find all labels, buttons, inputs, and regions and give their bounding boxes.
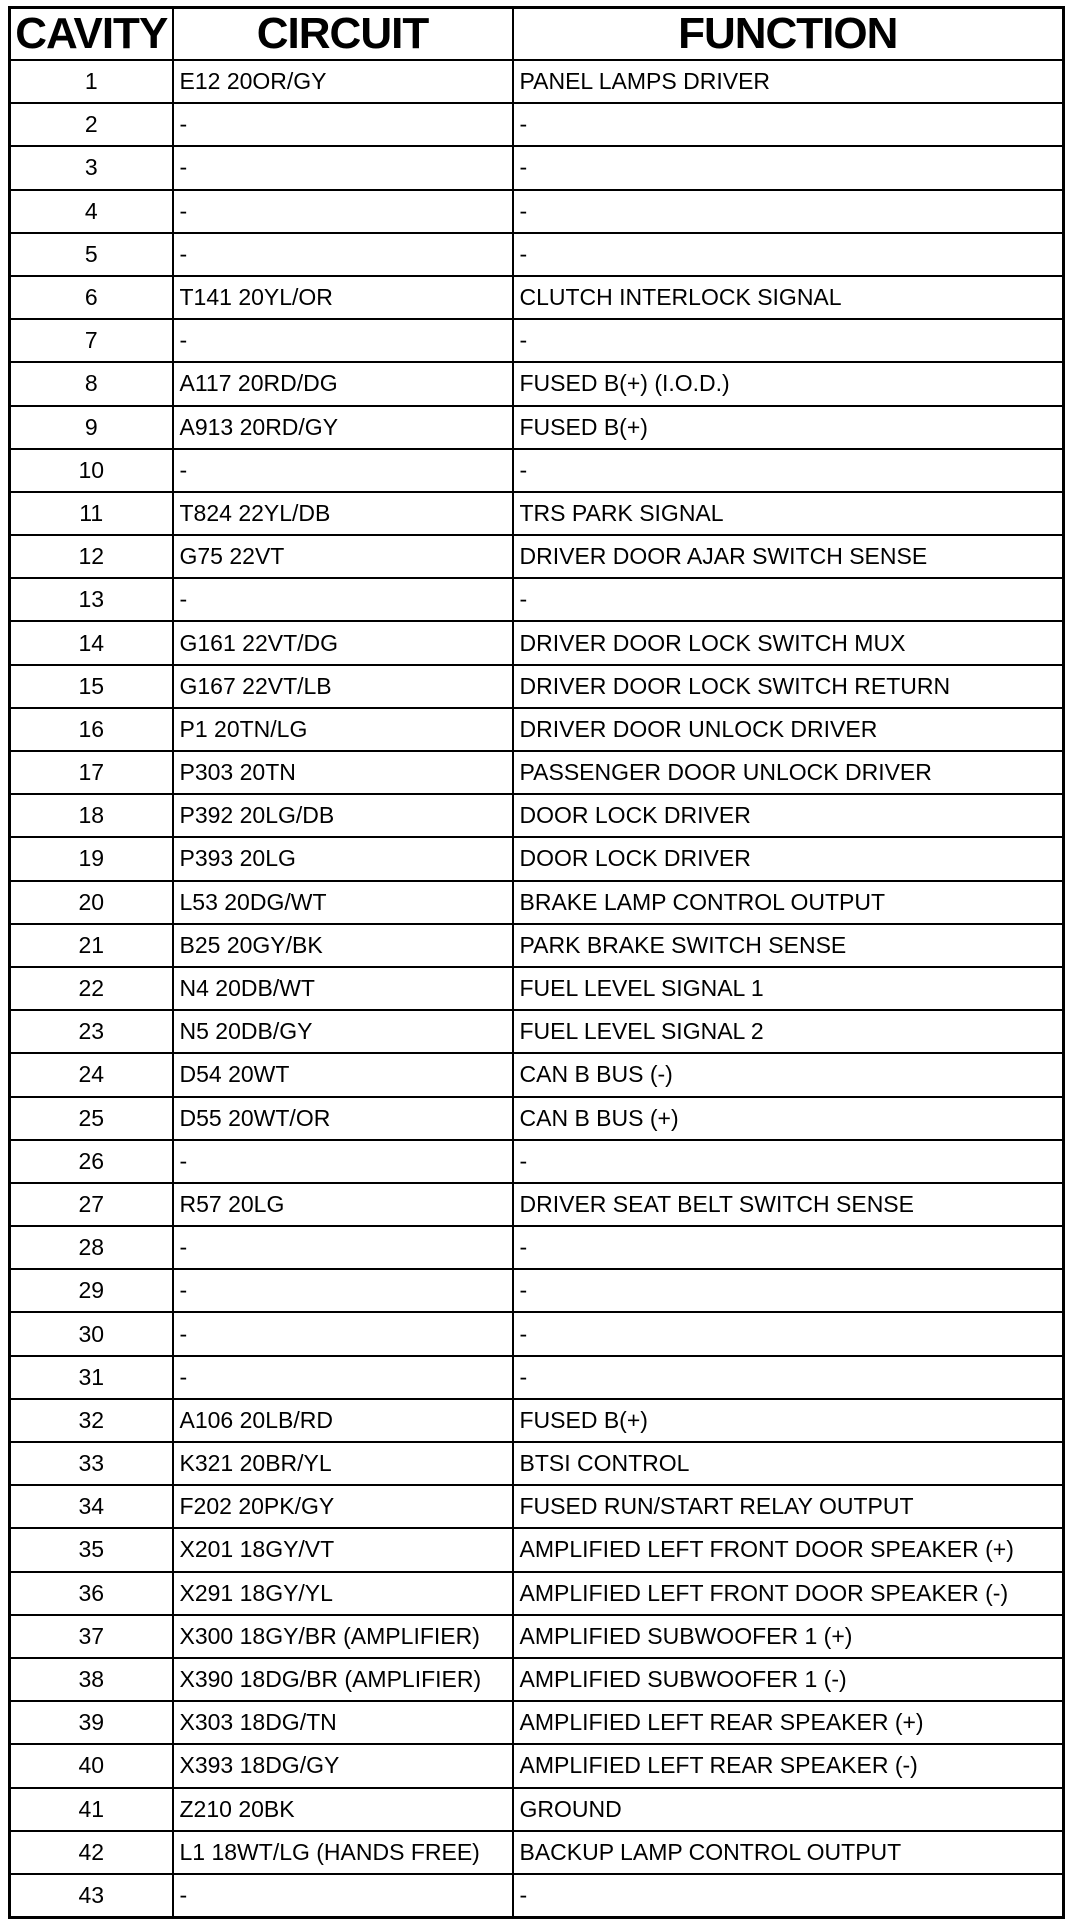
circuit-cell: G167 22VT/LB xyxy=(173,665,513,708)
table-row xyxy=(10,621,1064,664)
table-row xyxy=(10,1183,1064,1226)
cavity-cell: 7 xyxy=(10,319,173,362)
table-row xyxy=(10,1053,1064,1096)
circuit-cell: - xyxy=(173,319,513,362)
function-cell: DRIVER DOOR AJAR SWITCH SENSE xyxy=(513,535,1064,578)
function-cell: - xyxy=(513,190,1064,233)
table-row xyxy=(10,1226,1064,1269)
function-cell: FUSED B(+) xyxy=(513,406,1064,449)
cavity-cell: 32 xyxy=(10,1399,173,1442)
function-cell: - xyxy=(513,1356,1064,1399)
function-cell: PASSENGER DOOR UNLOCK DRIVER xyxy=(513,751,1064,794)
function-cell: AMPLIFIED LEFT REAR SPEAKER (+) xyxy=(513,1701,1064,1744)
circuit-cell: N4 20DB/WT xyxy=(173,967,513,1010)
table-row xyxy=(10,535,1064,578)
circuit-cell: - xyxy=(173,1226,513,1269)
cavity-cell: 15 xyxy=(10,665,173,708)
cavity-cell: 30 xyxy=(10,1312,173,1355)
table-row xyxy=(10,1312,1064,1355)
function-cell: - xyxy=(513,319,1064,362)
circuit-cell: X390 18DG/BR (AMPLIFIER) xyxy=(173,1658,513,1701)
cavity-cell: 18 xyxy=(10,794,173,837)
table-row xyxy=(10,1485,1064,1528)
function-cell: DRIVER DOOR LOCK SWITCH RETURN xyxy=(513,665,1064,708)
function-cell: - xyxy=(513,103,1064,146)
circuit-cell: - xyxy=(173,103,513,146)
function-cell: AMPLIFIED SUBWOOFER 1 (+) xyxy=(513,1615,1064,1658)
cavity-cell: 36 xyxy=(10,1572,173,1615)
circuit-cell: - xyxy=(173,190,513,233)
cavity-cell: 3 xyxy=(10,146,173,189)
header-row xyxy=(10,8,1064,61)
cavity-cell: 41 xyxy=(10,1788,173,1831)
function-cell: BTSI CONTROL xyxy=(513,1442,1064,1485)
cavity-cell: 1 xyxy=(10,60,173,103)
table-row xyxy=(10,1356,1064,1399)
cavity-cell: 17 xyxy=(10,751,173,794)
function-cell: DOOR LOCK DRIVER xyxy=(513,837,1064,880)
function-cell: - xyxy=(513,233,1064,276)
circuit-cell: - xyxy=(173,1269,513,1312)
function-cell: BRAKE LAMP CONTROL OUTPUT xyxy=(513,881,1064,924)
function-cell: DRIVER SEAT BELT SWITCH SENSE xyxy=(513,1183,1064,1226)
cavity-cell: 28 xyxy=(10,1226,173,1269)
circuit-cell: D55 20WT/OR xyxy=(173,1097,513,1140)
circuit-column-header: CIRCUIT xyxy=(173,8,513,61)
table-row xyxy=(10,751,1064,794)
function-cell: - xyxy=(513,1874,1064,1918)
cavity-cell: 29 xyxy=(10,1269,173,1312)
table-row xyxy=(10,492,1064,535)
circuit-cell: A913 20RD/GY xyxy=(173,406,513,449)
table-row xyxy=(10,319,1064,362)
table-row xyxy=(10,146,1064,189)
table-row xyxy=(10,190,1064,233)
function-cell: DOOR LOCK DRIVER xyxy=(513,794,1064,837)
function-cell: FUEL LEVEL SIGNAL 1 xyxy=(513,967,1064,1010)
table-row xyxy=(10,60,1064,103)
function-cell: - xyxy=(513,1269,1064,1312)
function-cell: TRS PARK SIGNAL xyxy=(513,492,1064,535)
function-cell: FUSED B(+) xyxy=(513,1399,1064,1442)
function-cell: BACKUP LAMP CONTROL OUTPUT xyxy=(513,1831,1064,1874)
function-cell: CLUTCH INTERLOCK SIGNAL xyxy=(513,276,1064,319)
table-row xyxy=(10,881,1064,924)
circuit-cell: - xyxy=(173,1874,513,1918)
cavity-cell: 38 xyxy=(10,1658,173,1701)
circuit-cell: - xyxy=(173,1356,513,1399)
table-row xyxy=(10,1874,1064,1918)
function-cell: AMPLIFIED LEFT FRONT DOOR SPEAKER (+) xyxy=(513,1528,1064,1571)
cavity-cell: 31 xyxy=(10,1356,173,1399)
cavity-cell: 42 xyxy=(10,1831,173,1874)
cavity-cell: 4 xyxy=(10,190,173,233)
circuit-cell: - xyxy=(173,578,513,621)
cavity-cell: 2 xyxy=(10,103,173,146)
circuit-cell: A106 20LB/RD xyxy=(173,1399,513,1442)
cavity-cell: 40 xyxy=(10,1744,173,1787)
cavity-cell: 24 xyxy=(10,1053,173,1096)
table-row xyxy=(10,1831,1064,1874)
table-row xyxy=(10,1269,1064,1312)
table-row xyxy=(10,1744,1064,1787)
table-row xyxy=(10,1097,1064,1140)
cavity-cell: 8 xyxy=(10,362,173,405)
table-row xyxy=(10,1788,1064,1831)
function-cell: - xyxy=(513,146,1064,189)
circuit-cell: - xyxy=(173,449,513,492)
cavity-cell: 33 xyxy=(10,1442,173,1485)
cavity-cell: 12 xyxy=(10,535,173,578)
cavity-cell: 20 xyxy=(10,881,173,924)
circuit-cell: X303 18DG/TN xyxy=(173,1701,513,1744)
cavity-cell: 37 xyxy=(10,1615,173,1658)
circuit-cell: G161 22VT/DG xyxy=(173,621,513,664)
function-cell: PANEL LAMPS DRIVER xyxy=(513,60,1064,103)
cavity-cell: 23 xyxy=(10,1010,173,1053)
table-row xyxy=(10,276,1064,319)
function-cell: CAN B BUS (+) xyxy=(513,1097,1064,1140)
cavity-cell: 16 xyxy=(10,708,173,751)
circuit-cell: R57 20LG xyxy=(173,1183,513,1226)
cavity-cell: 19 xyxy=(10,837,173,880)
table-row xyxy=(10,103,1064,146)
circuit-cell: - xyxy=(173,1312,513,1355)
function-cell: - xyxy=(513,1140,1064,1183)
function-cell: FUSED RUN/START RELAY OUTPUT xyxy=(513,1485,1064,1528)
function-cell: - xyxy=(513,1312,1064,1355)
table-header xyxy=(10,8,1064,61)
circuit-cell: X393 18DG/GY xyxy=(173,1744,513,1787)
table-row xyxy=(10,794,1064,837)
function-cell: PARK BRAKE SWITCH SENSE xyxy=(513,924,1064,967)
table-row xyxy=(10,449,1064,492)
table-row xyxy=(10,1701,1064,1744)
circuit-cell: T824 22YL/DB xyxy=(173,492,513,535)
cavity-column-header: CAVITY xyxy=(10,8,173,61)
circuit-cell: P392 20LG/DB xyxy=(173,794,513,837)
function-cell: FUSED B(+) (I.O.D.) xyxy=(513,362,1064,405)
circuit-cell: G75 22VT xyxy=(173,535,513,578)
cavity-cell: 21 xyxy=(10,924,173,967)
table-row xyxy=(10,1658,1064,1701)
function-cell: DRIVER DOOR LOCK SWITCH MUX xyxy=(513,621,1064,664)
cavity-cell: 27 xyxy=(10,1183,173,1226)
cavity-cell: 9 xyxy=(10,406,173,449)
cavity-cell: 22 xyxy=(10,967,173,1010)
table-row xyxy=(10,362,1064,405)
cavity-cell: 5 xyxy=(10,233,173,276)
cavity-cell: 43 xyxy=(10,1874,173,1918)
function-cell: DRIVER DOOR UNLOCK DRIVER xyxy=(513,708,1064,751)
circuit-cell: X300 18GY/BR (AMPLIFIER) xyxy=(173,1615,513,1658)
function-cell: - xyxy=(513,449,1064,492)
function-cell: AMPLIFIED LEFT FRONT DOOR SPEAKER (-) xyxy=(513,1572,1064,1615)
function-cell: FUEL LEVEL SIGNAL 2 xyxy=(513,1010,1064,1053)
function-cell: AMPLIFIED LEFT REAR SPEAKER (-) xyxy=(513,1744,1064,1787)
function-cell: GROUND xyxy=(513,1788,1064,1831)
table-row xyxy=(10,578,1064,621)
table-row xyxy=(10,1140,1064,1183)
function-cell: AMPLIFIED SUBWOOFER 1 (-) xyxy=(513,1658,1064,1701)
circuit-cell: D54 20WT xyxy=(173,1053,513,1096)
circuit-cell: L53 20DG/WT xyxy=(173,881,513,924)
table-row xyxy=(10,1010,1064,1053)
circuit-cell: P303 20TN xyxy=(173,751,513,794)
circuit-cell: P393 20LG xyxy=(173,837,513,880)
cavity-cell: 34 xyxy=(10,1485,173,1528)
cavity-cell: 11 xyxy=(10,492,173,535)
cavity-cell: 10 xyxy=(10,449,173,492)
cavity-cell: 13 xyxy=(10,578,173,621)
cavity-cell: 25 xyxy=(10,1097,173,1140)
table-row xyxy=(10,233,1064,276)
circuit-cell: F202 20PK/GY xyxy=(173,1485,513,1528)
circuit-cell: - xyxy=(173,146,513,189)
table-row xyxy=(10,837,1064,880)
circuit-cell: K321 20BR/YL xyxy=(173,1442,513,1485)
cavity-cell: 26 xyxy=(10,1140,173,1183)
cavity-cell: 39 xyxy=(10,1701,173,1744)
circuit-cell: E12 20OR/GY xyxy=(173,60,513,103)
circuit-cell: - xyxy=(173,1140,513,1183)
table-row xyxy=(10,406,1064,449)
table-row xyxy=(10,1442,1064,1485)
function-cell: CAN B BUS (-) xyxy=(513,1053,1064,1096)
circuit-cell: N5 20DB/GY xyxy=(173,1010,513,1053)
circuit-cell: Z210 20BK xyxy=(173,1788,513,1831)
table-row xyxy=(10,967,1064,1010)
function-cell: - xyxy=(513,578,1064,621)
table-row xyxy=(10,708,1064,751)
connector-pinout-table xyxy=(8,6,1065,1919)
table-row xyxy=(10,1615,1064,1658)
cavity-cell: 35 xyxy=(10,1528,173,1571)
circuit-cell: T141 20YL/OR xyxy=(173,276,513,319)
table-row xyxy=(10,924,1064,967)
function-cell: - xyxy=(513,1226,1064,1269)
cavity-cell: 14 xyxy=(10,621,173,664)
circuit-cell: B25 20GY/BK xyxy=(173,924,513,967)
circuit-cell: X201 18GY/VT xyxy=(173,1528,513,1571)
cavity-cell: 6 xyxy=(10,276,173,319)
circuit-cell: L1 18WT/LG (HANDS FREE) xyxy=(173,1831,513,1874)
circuit-cell: P1 20TN/LG xyxy=(173,708,513,751)
circuit-cell: - xyxy=(173,233,513,276)
table-row xyxy=(10,1528,1064,1571)
circuit-cell: X291 18GY/YL xyxy=(173,1572,513,1615)
circuit-cell: A117 20RD/DG xyxy=(173,362,513,405)
table-row xyxy=(10,665,1064,708)
function-column-header: FUNCTION xyxy=(513,8,1064,61)
table-body xyxy=(10,60,1064,1918)
table-row xyxy=(10,1572,1064,1615)
table-row xyxy=(10,1399,1064,1442)
